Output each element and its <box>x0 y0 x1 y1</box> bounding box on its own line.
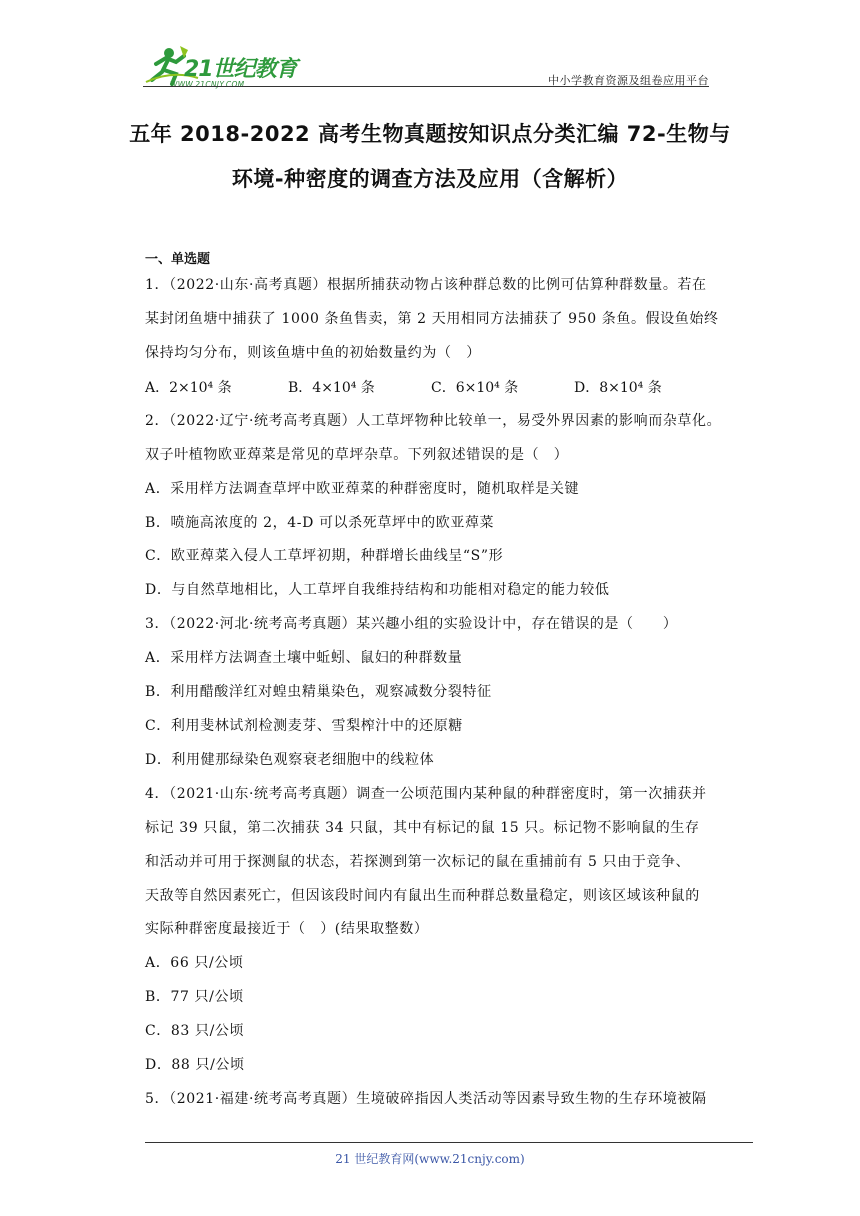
question-1-line: 某封闭鱼塘中捕获了 1000 条鱼售卖，第 2 天用相同方法捕获了 950 条鱼。假设鱼始终 <box>145 311 719 327</box>
section-heading: 一、单选题 <box>145 252 211 267</box>
question-2-line: 双子叶植物欧亚蔊菜是常见的草坪杂草。下列叙述错误的是（ ） <box>145 447 569 463</box>
option-b: B．4×10⁴ 条 <box>288 380 375 396</box>
logo-url: WWW.21CNJY.COM <box>170 80 245 89</box>
document-title-line2: 环境-种密度的调查方法及应用（含解析） <box>231 167 629 191</box>
question-4-line: 实际种群密度最接近于（ ）(结果取整数） <box>145 921 429 937</box>
option-d: D．与自然草地相比，人工草坪自我维持结构和功能相对稳定的能力较低 <box>145 582 610 598</box>
header-tagline: 中小学教育资源及组卷应用平台 <box>548 74 709 87</box>
question-5-line: 5．（2021·福建·统考高考真题）生境破碎指因人类活动等因素导致生物的生存环境被隔 <box>145 1091 707 1107</box>
document-title-line1: 五年 2018-2022 高考生物真题按知识点分类汇编 72-生物与 <box>129 122 731 146</box>
option-d: D．利用健那绿染色观察衰老细胞中的线粒体 <box>145 752 435 768</box>
option-a: A．采用样方法调查土壤中蚯蚓、鼠妇的种群数量 <box>145 650 463 666</box>
option-c: C．83 只/公顷 <box>145 1023 245 1039</box>
question-4-line: 天敌等自然因素死亡，但因该段时间内有鼠出生而种群总数量稳定，则该区域该种鼠的 <box>145 888 700 904</box>
option-b: B．利用醋酸洋红对蝗虫精巢染色，观察减数分裂特征 <box>145 684 492 700</box>
question-1-options <box>145 377 717 397</box>
logo-text: 21世纪教育 <box>184 57 297 82</box>
option-d: D．88 只/公顷 <box>145 1057 245 1073</box>
question-1-line: 1．（2022·山东·高考真题）根据所捕获动物占该种群总数的比例可估算种群数量。若在 <box>145 277 707 293</box>
option-c: C．欧亚蔊菜入侵人工草坪初期，种群增长曲线呈“S”形 <box>145 548 504 564</box>
question-4-line: 和活动并可用于探测鼠的状态，若探测到第一次标记的鼠在重捕前有 5 只由于竞争、 <box>145 854 691 870</box>
option-c: C．利用斐林试剂检测麦芽、雪梨榨汁中的还原糖 <box>145 718 463 734</box>
option-d: D．8×10⁴ 条 <box>574 380 662 396</box>
footer-link[interactable]: 21 世纪教育网(www.21cnjy.com) <box>335 1152 525 1166</box>
question-2-line: 2．（2022·辽宁·统考高考真题）人工草坪物种比较单一，易受外界因素的影响而杂草化。 <box>145 413 722 429</box>
option-b: B．喷施高浓度的 2，4-D 可以杀死草坪中的欧亚蔊菜 <box>145 515 495 531</box>
question-1-line: 保持均匀分布，则该鱼塘中鱼的初始数量约为（ ） <box>145 345 481 361</box>
option-a: A．采用样方法调查草坪中欧亚蔊菜的种群密度时，随机取样是关键 <box>145 481 580 497</box>
question-4-line: 4．（2021·山东·统考高考真题）调查一公顷范围内某种鼠的种群密度时，第一次捕获并 <box>145 786 707 802</box>
question-4-line: 标记 39 只鼠，第二次捕获 34 只鼠，其中有标记的鼠 15 只。标记物不影响鼠的生存 <box>145 820 700 836</box>
option-a: A．2×10⁴ 条 <box>145 380 232 396</box>
option-c: C．6×10⁴ 条 <box>431 380 519 396</box>
footer-divider <box>145 1142 753 1143</box>
question-3-line: 3．（2022·河北·统考高考真题）某兴趣小组的实验设计中，存在错误的是（ ） <box>145 616 678 632</box>
option-b: B．77 只/公顷 <box>145 989 244 1005</box>
header-divider <box>143 86 709 87</box>
option-a: A．66 只/公顷 <box>145 955 244 971</box>
